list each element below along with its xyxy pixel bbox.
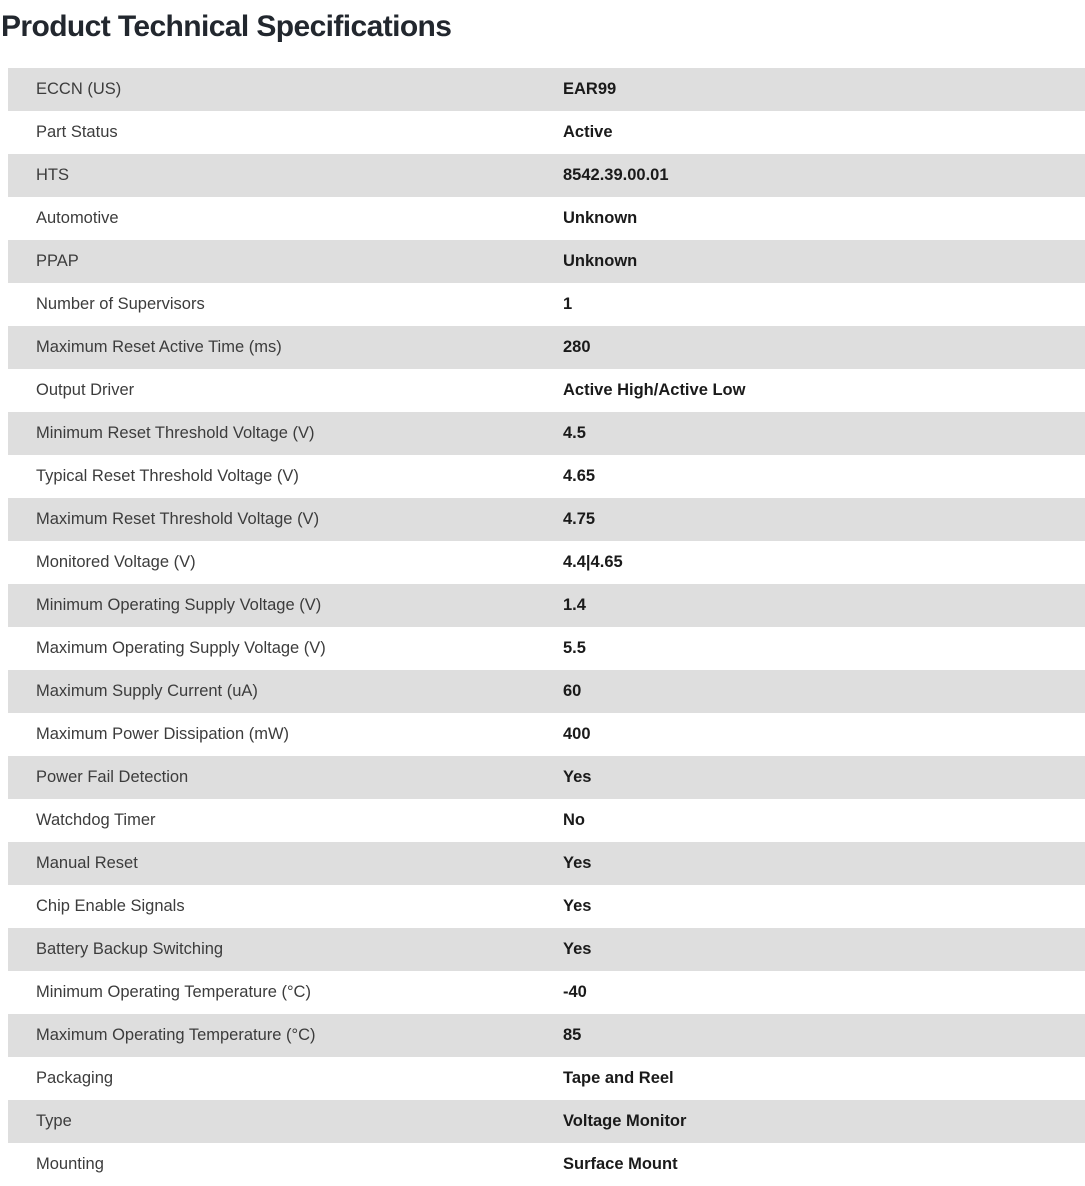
spec-value: Tape and Reel: [563, 1069, 674, 1087]
spec-value: Yes: [563, 854, 592, 872]
spec-row: [8, 369, 1085, 412]
spec-row: [8, 670, 1085, 713]
spec-label: Watchdog Timer: [36, 811, 156, 829]
spec-value: 280: [563, 338, 591, 356]
spec-label: Type: [36, 1112, 72, 1130]
spec-row: [8, 627, 1085, 670]
spec-label: Minimum Operating Supply Voltage (V): [36, 596, 322, 614]
spec-label: Typical Reset Threshold Voltage (V): [36, 467, 299, 485]
spec-label: HTS: [36, 166, 69, 184]
spec-label: Chip Enable Signals: [36, 897, 185, 915]
spec-row: [8, 1057, 1085, 1100]
spec-label: Maximum Operating Supply Voltage (V): [36, 639, 326, 657]
spec-row: [8, 756, 1085, 799]
spec-label: PPAP: [36, 252, 79, 270]
spec-value: 4.75: [563, 510, 596, 528]
spec-row: [8, 412, 1085, 455]
spec-label: Battery Backup Switching: [36, 940, 224, 958]
spec-label: Mounting: [36, 1155, 104, 1173]
spec-value: Voltage Monitor: [563, 1112, 687, 1130]
spec-row: [8, 154, 1085, 197]
spec-label: Maximum Reset Active Time (ms): [36, 338, 282, 356]
spec-label: Maximum Supply Current (uA): [36, 682, 258, 700]
spec-row: [8, 455, 1085, 498]
spec-label: Maximum Operating Temperature (°C): [36, 1026, 316, 1044]
spec-row: [8, 928, 1085, 971]
spec-label: Power Fail Detection: [36, 768, 189, 786]
spec-value: 8542.39.00.01: [563, 166, 669, 184]
spec-value: Yes: [563, 897, 592, 915]
spec-row: [8, 197, 1085, 240]
spec-label: ECCN (US): [36, 80, 122, 98]
spec-label: Maximum Reset Threshold Voltage (V): [36, 510, 320, 528]
spec-table: [0, 68, 1085, 1186]
spec-value: Active: [563, 123, 613, 141]
spec-value: 85: [563, 1026, 582, 1044]
spec-row: [8, 111, 1085, 154]
spec-row: [8, 68, 1085, 111]
spec-value: 60: [563, 682, 582, 700]
spec-row: [8, 1143, 1085, 1186]
spec-label: Minimum Reset Threshold Voltage (V): [36, 424, 315, 442]
spec-label: Number of Supervisors: [36, 295, 205, 313]
spec-label: Maximum Power Dissipation (mW): [36, 725, 290, 743]
spec-value: Unknown: [563, 209, 638, 227]
spec-value: Yes: [563, 940, 592, 958]
spec-label: Minimum Operating Temperature (°C): [36, 983, 311, 1001]
page-title: Product Technical Specifications: [1, 10, 452, 43]
spec-row: [8, 799, 1085, 842]
spec-value: -40: [563, 983, 587, 1001]
spec-value: 4.65: [563, 467, 596, 485]
spec-row: [8, 240, 1085, 283]
spec-label: Monitored Voltage (V): [36, 553, 196, 571]
spec-label: Part Status: [36, 123, 118, 141]
spec-row: [8, 842, 1085, 885]
spec-value: No: [563, 811, 585, 829]
spec-row: [8, 326, 1085, 369]
spec-value: Active High/Active Low: [563, 381, 746, 399]
spec-row: [8, 885, 1085, 928]
spec-row: [8, 1100, 1085, 1143]
spec-value: 4.5: [563, 424, 586, 442]
spec-value: 4.4|4.65: [563, 553, 623, 571]
spec-row: [8, 1014, 1085, 1057]
spec-row: [8, 541, 1085, 584]
spec-row: [8, 584, 1085, 627]
spec-value: Surface Mount: [563, 1155, 678, 1173]
spec-value: EAR99: [563, 80, 617, 98]
spec-row: [8, 498, 1085, 541]
spec-label: Automotive: [36, 209, 119, 227]
spec-label: Packaging: [36, 1069, 114, 1087]
spec-label: Output Driver: [36, 381, 135, 399]
spec-value: 1: [563, 295, 573, 313]
spec-value: Unknown: [563, 252, 638, 270]
spec-value: 1.4: [563, 596, 586, 614]
spec-value: 400: [563, 725, 591, 743]
spec-row: [8, 971, 1085, 1014]
spec-row: [8, 283, 1085, 326]
spec-label: Manual Reset: [36, 854, 138, 872]
spec-value: 5.5: [563, 639, 586, 657]
spec-row: [8, 713, 1085, 756]
spec-value: Yes: [563, 768, 592, 786]
